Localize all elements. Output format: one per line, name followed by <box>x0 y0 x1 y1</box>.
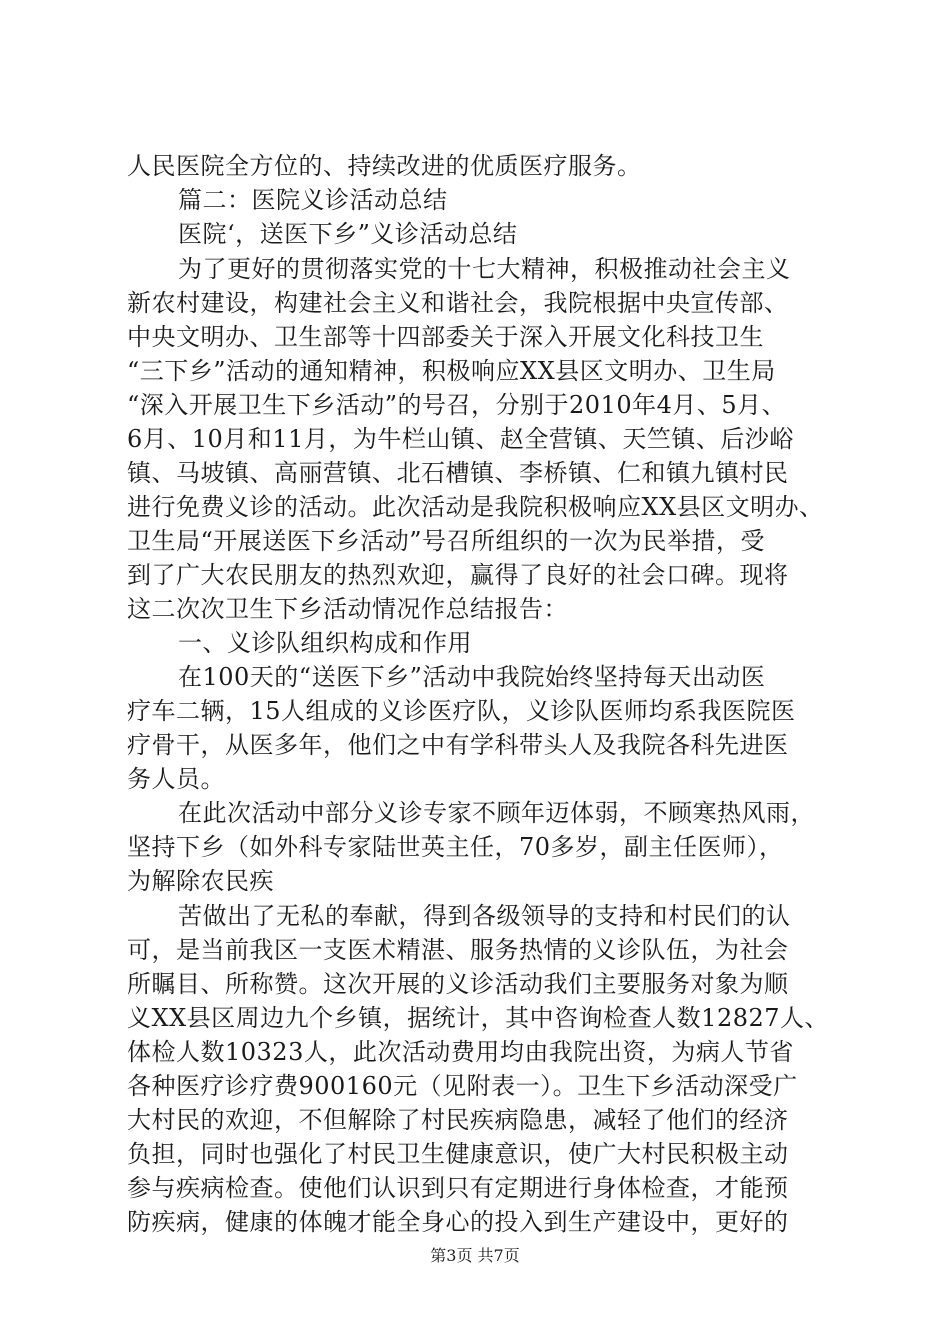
paragraph-line: 可，是当前我区一支医术精湛、服务热情的义诊队伍，为社会 <box>127 936 789 964</box>
paragraph-line: 镇、马坡镇、高丽营镇、北石槽镇、李桥镇、仁和镇九镇村民 <box>127 459 789 487</box>
subsection-heading: 一、义诊队组织构成和作用 <box>178 629 472 657</box>
paragraph-line: 6月、10月和11月，为牛栏山镇、赵全营镇、天竺镇、后沙峪 <box>127 425 794 453</box>
paragraph-line: 负担，同时也强化了村民卫生健康意识，使广大村民积极主动 <box>127 1140 789 1168</box>
paragraph-line: “三下乡”活动的通知精神，积极响应XX县区文明办、卫生局 <box>127 357 776 385</box>
article-title: 医院‘，送医下乡”义诊活动总结 <box>178 220 518 248</box>
paragraph-line: 大村民的欢迎，不但解除了村民疾病隐患，减轻了他们的经济 <box>127 1106 789 1134</box>
paragraph-line: 在此次活动中部分义诊专家不顾年迈体弱，不顾寒热风雨， <box>178 799 815 827</box>
paragraph-line: 进行免费义诊的活动。此次活动是我院积极响应XX县区文明办、 <box>127 493 824 521</box>
paragraph-line: 卫生局“开展送医下乡活动”号召所组织的一次为民举措，受 <box>127 527 766 555</box>
paragraph-line: 疗车二辆，15人组成的义诊医疗队，义诊队医师均系我医院医 <box>127 697 796 725</box>
paragraph-line: 到了广大农民朋友的热烈欢迎，赢得了良好的社会口碑。现将 <box>127 561 789 589</box>
paragraph-line: 各种医疗诊疗费900160元（见附表一）。卫生下乡活动深受广 <box>127 1072 798 1100</box>
paragraph-line: 在100天的“送医下乡”活动中我院始终坚持每天出动医 <box>178 663 766 691</box>
paragraph-line: 务人员。 <box>127 765 225 793</box>
paragraph-line: 义XX县区周边九个乡镇，据统计，其中咨询检查人数12827人、 <box>127 1004 830 1032</box>
paragraph-line: 这二次次卫生下乡活动情况作总结报告： <box>127 595 568 623</box>
page-footer: 第3页 共7页 <box>430 1246 520 1265</box>
paragraph-line: 防疾病，健康的体魄才能全身心的投入到生产建设中，更好的 <box>127 1208 789 1236</box>
paragraph-line: 为了更好的贯彻落实党的十七大精神，积极推动社会主义 <box>178 255 791 283</box>
paragraph-line: 疗骨干，从医多年，他们之中有学科带头人及我院各科先进医 <box>127 731 789 759</box>
paragraph-line: 苦做出了无私的奉献，得到各级领导的支持和村民们的认 <box>178 902 791 930</box>
paragraph-line: 中央文明办、卫生部等十四部委关于深入开展文化科技卫生 <box>127 323 764 351</box>
paragraph-line: 为解除农民疾 <box>127 867 274 895</box>
paragraph-line: 坚持下乡（如外科专家陆世英主任，70多岁，副主任医师）， <box>127 833 784 861</box>
paragraph-line: 体检人数10323人，此次活动费用均由我院出资，为病人节省 <box>127 1038 794 1066</box>
section-heading: 篇二：医院义诊活动总结 <box>178 186 448 214</box>
paragraph-line: 新农村建设，构建社会主义和谐社会，我院根据中央宣传部、 <box>127 289 789 317</box>
paragraph-line: 所瞩目、所称赞。这次开展的义诊活动我们主要服务对象为顺 <box>127 970 789 998</box>
paragraph-line: “深入开展卫生下乡活动”的号召，分别于2010年4月、5月、 <box>127 391 787 419</box>
paragraph-line: 人民医院全方位的、持续改进的优质医疗服务。 <box>127 152 642 180</box>
paragraph-line: 参与疾病检查。使他们认识到只有定期进行身体检查，才能预 <box>127 1174 789 1202</box>
